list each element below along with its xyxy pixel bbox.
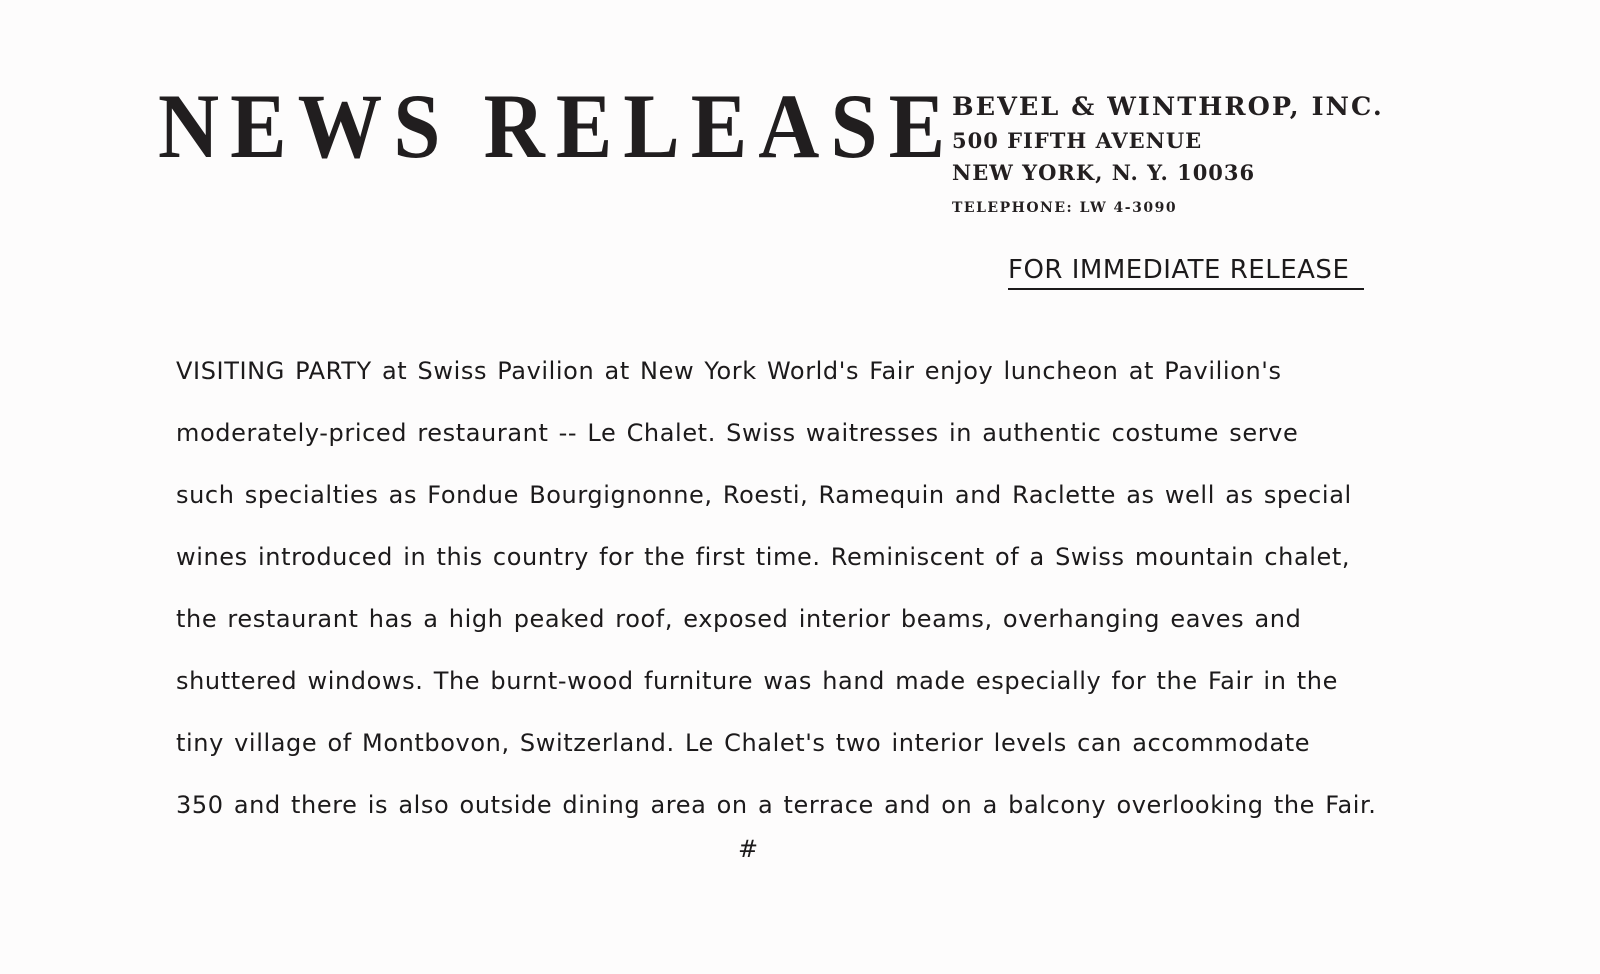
masthead-title: NEWS RELEASE: [158, 75, 957, 177]
company-street: 500 FIFTH AVENUE: [952, 128, 1203, 153]
end-mark: #: [738, 835, 759, 863]
body-line: such specialties as Fondue Bourgignonne, Roesti, Ramequin and Raclette as well as special: [176, 481, 1352, 509]
company-letterhead: [952, 92, 1384, 216]
body-line: wines introduced in this country for the first time. Reminiscent of a Swiss mountain chalet,: [176, 543, 1351, 571]
body-line: the restaurant has a high peaked roof, exposed interior beams, overhanging eaves and: [176, 605, 1302, 633]
body-line: VISITING PARTY at Swiss Pavilion at New York World's Fair enjoy luncheon at Pavilion's: [176, 357, 1282, 385]
company-telephone: TELEPHONE: LW 4-3090: [952, 200, 1178, 216]
body-line: tiny village of Montbovon, Switzerland. Le Chalet's two interior levels can accommodate: [176, 729, 1311, 757]
body-line: moderately-priced restaurant -- Le Chalet. Swiss waitresses in authentic costume serve: [176, 419, 1299, 447]
release-tag: FOR IMMEDIATE RELEASE: [1008, 255, 1364, 290]
body-line: shuttered windows. The burnt-wood furniture was hand made especially for the Fair in the: [176, 667, 1338, 695]
company-name: BEVEL & WINTHROP, INC.: [952, 92, 1384, 121]
company-city: NEW YORK, N. Y. 10036: [952, 160, 1256, 185]
press-release-body: [176, 340, 1436, 836]
body-line: 350 and there is also outside dining area on a terrace and on a balcony overlooking the Fair.: [176, 791, 1377, 819]
